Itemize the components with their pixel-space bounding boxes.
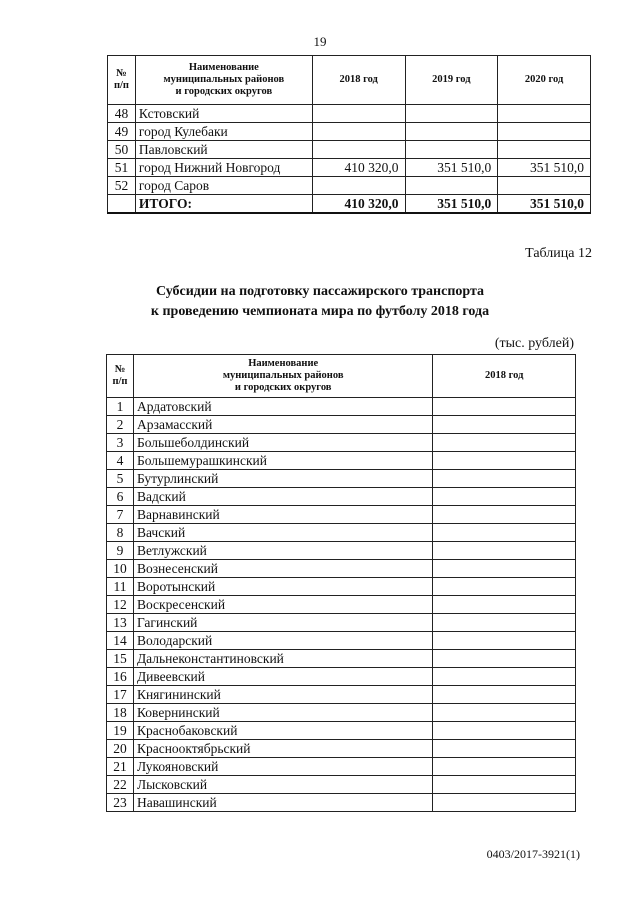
row-number: 5 [107, 470, 134, 488]
row-number: 10 [107, 560, 134, 578]
table-row [107, 614, 576, 632]
header-name: Наименование муниципальных районов и городских округов [133, 355, 432, 398]
row-number: 18 [107, 704, 134, 722]
row-number: 1 [107, 398, 134, 416]
value-2018 [433, 452, 576, 470]
row-name: Краснооктябрьский [133, 740, 432, 758]
row-name: Княгининский [133, 686, 432, 704]
value-2018 [433, 776, 576, 794]
row-name: Вознесенский [133, 560, 432, 578]
value-2018 [312, 105, 405, 123]
table-row [107, 452, 576, 470]
table-row [107, 596, 576, 614]
row-name: Лысковский [133, 776, 432, 794]
row-name: Большеболдинский [133, 434, 432, 452]
row-name: Воротынский [133, 578, 432, 596]
total-label: ИТОГО: [135, 195, 312, 214]
table-subsidies-continued [107, 55, 591, 214]
value-2018 [433, 488, 576, 506]
header-num: № п/п [107, 355, 134, 398]
table-row [107, 650, 576, 668]
row-number: 4 [107, 452, 134, 470]
table-row [107, 776, 576, 794]
table-row [107, 470, 576, 488]
row-name: Навашинский [133, 794, 432, 812]
value-2020: 351 510,0 [498, 159, 591, 177]
value-2018 [433, 740, 576, 758]
table-label: Таблица 12 [525, 246, 592, 261]
row-name: Варнавинский [133, 506, 432, 524]
table-row [108, 141, 591, 159]
value-2018 [312, 177, 405, 195]
row-name: Павловский [135, 141, 312, 159]
row-number: 49 [108, 123, 136, 141]
table-row [107, 398, 576, 416]
table-row [107, 488, 576, 506]
value-2018: 410 320,0 [312, 159, 405, 177]
row-name: Гагинский [133, 614, 432, 632]
row-number: 9 [107, 542, 134, 560]
row-name: Дальнеконстантиновский [133, 650, 432, 668]
value-2018 [433, 632, 576, 650]
row-number: 17 [107, 686, 134, 704]
table-row [107, 722, 576, 740]
row-number: 7 [107, 506, 134, 524]
value-2018 [433, 686, 576, 704]
value-2019: 351 510,0 [405, 159, 498, 177]
row-number: 16 [107, 668, 134, 686]
value-2018 [433, 542, 576, 560]
total-num-empty [108, 195, 136, 214]
row-name: Ковернинский [133, 704, 432, 722]
table-row [108, 177, 591, 195]
table-row [107, 506, 576, 524]
row-number: 50 [108, 141, 136, 159]
row-number: 2 [107, 416, 134, 434]
value-2019 [405, 177, 498, 195]
table-row [107, 578, 576, 596]
row-number: 3 [107, 434, 134, 452]
value-2018 [433, 470, 576, 488]
value-2018 [433, 416, 576, 434]
value-2019 [405, 105, 498, 123]
row-number: 12 [107, 596, 134, 614]
row-number: 52 [108, 177, 136, 195]
header-2018: 2018 год [433, 355, 576, 398]
table-row [107, 416, 576, 434]
row-name: Володарский [133, 632, 432, 650]
value-2018 [433, 398, 576, 416]
row-name: Бутурлинский [133, 470, 432, 488]
value-2018 [433, 560, 576, 578]
value-2018 [433, 794, 576, 812]
value-2020 [498, 141, 591, 159]
total-2018: 410 320,0 [312, 195, 405, 214]
header-name: Наименование муниципальных районов и городских округов [135, 56, 312, 105]
row-number: 48 [108, 105, 136, 123]
table-row [107, 704, 576, 722]
row-name: Кстовский [135, 105, 312, 123]
value-2018 [433, 578, 576, 596]
table-row [107, 542, 576, 560]
row-name: Арзамасский [133, 416, 432, 434]
table-row [107, 632, 576, 650]
value-2019 [405, 141, 498, 159]
row-number: 23 [107, 794, 134, 812]
row-name: город Саров [135, 177, 312, 195]
row-name: Лукояновский [133, 758, 432, 776]
table-row [107, 740, 576, 758]
row-name: Дивеевский [133, 668, 432, 686]
value-2018 [433, 722, 576, 740]
total-2019: 351 510,0 [405, 195, 498, 214]
row-number: 11 [107, 578, 134, 596]
value-2020 [498, 123, 591, 141]
value-2018 [433, 524, 576, 542]
row-name: город Кулебаки [135, 123, 312, 141]
value-2018 [433, 650, 576, 668]
row-name: Краснобаковский [133, 722, 432, 740]
value-2018 [433, 668, 576, 686]
row-number: 20 [107, 740, 134, 758]
row-name: Вачский [133, 524, 432, 542]
row-number: 6 [107, 488, 134, 506]
unit-note: (тыс. рублей) [494, 336, 574, 351]
value-2018 [433, 614, 576, 632]
row-name: Большемурашкинский [133, 452, 432, 470]
row-name: Вадский [133, 488, 432, 506]
table-row [107, 560, 576, 578]
value-2020 [498, 105, 591, 123]
value-2018 [433, 758, 576, 776]
table-12 [106, 354, 576, 812]
row-number: 51 [108, 159, 136, 177]
value-2020 [498, 177, 591, 195]
row-number: 14 [107, 632, 134, 650]
value-2018 [433, 506, 576, 524]
value-2018 [433, 704, 576, 722]
header-2019: 2019 год [405, 56, 498, 105]
row-number: 8 [107, 524, 134, 542]
table-row [107, 434, 576, 452]
total-row [108, 195, 591, 214]
row-name: Ардатовский [133, 398, 432, 416]
value-2018 [312, 141, 405, 159]
row-number: 21 [107, 758, 134, 776]
row-number: 13 [107, 614, 134, 632]
table-title-line-2: к проведению чемпионата мира по футболу 2018 года [150, 304, 490, 319]
table-title-line-1: Субсидии на подготовку пассажирского транспорта [155, 284, 485, 299]
row-number: 15 [107, 650, 134, 668]
value-2018 [433, 434, 576, 452]
table-row [107, 686, 576, 704]
table-row [107, 794, 576, 812]
total-2020: 351 510,0 [498, 195, 591, 214]
table-row [107, 668, 576, 686]
row-name: город Нижний Новгород [135, 159, 312, 177]
header-2020: 2020 год [498, 56, 591, 105]
value-2018 [433, 596, 576, 614]
table-row [107, 758, 576, 776]
table-row [108, 123, 591, 141]
value-2018 [312, 123, 405, 141]
document-code: 0403/2017-3921(1) [486, 847, 580, 861]
row-name: Воскресенский [133, 596, 432, 614]
row-number: 22 [107, 776, 134, 794]
page-number: 19 [313, 34, 327, 49]
header-2018: 2018 год [312, 56, 405, 105]
value-2019 [405, 123, 498, 141]
table-row [108, 105, 591, 123]
row-name: Ветлужский [133, 542, 432, 560]
row-number: 19 [107, 722, 134, 740]
table-row [107, 524, 576, 542]
header-num: № п/п [108, 56, 136, 105]
table-row [108, 159, 591, 177]
